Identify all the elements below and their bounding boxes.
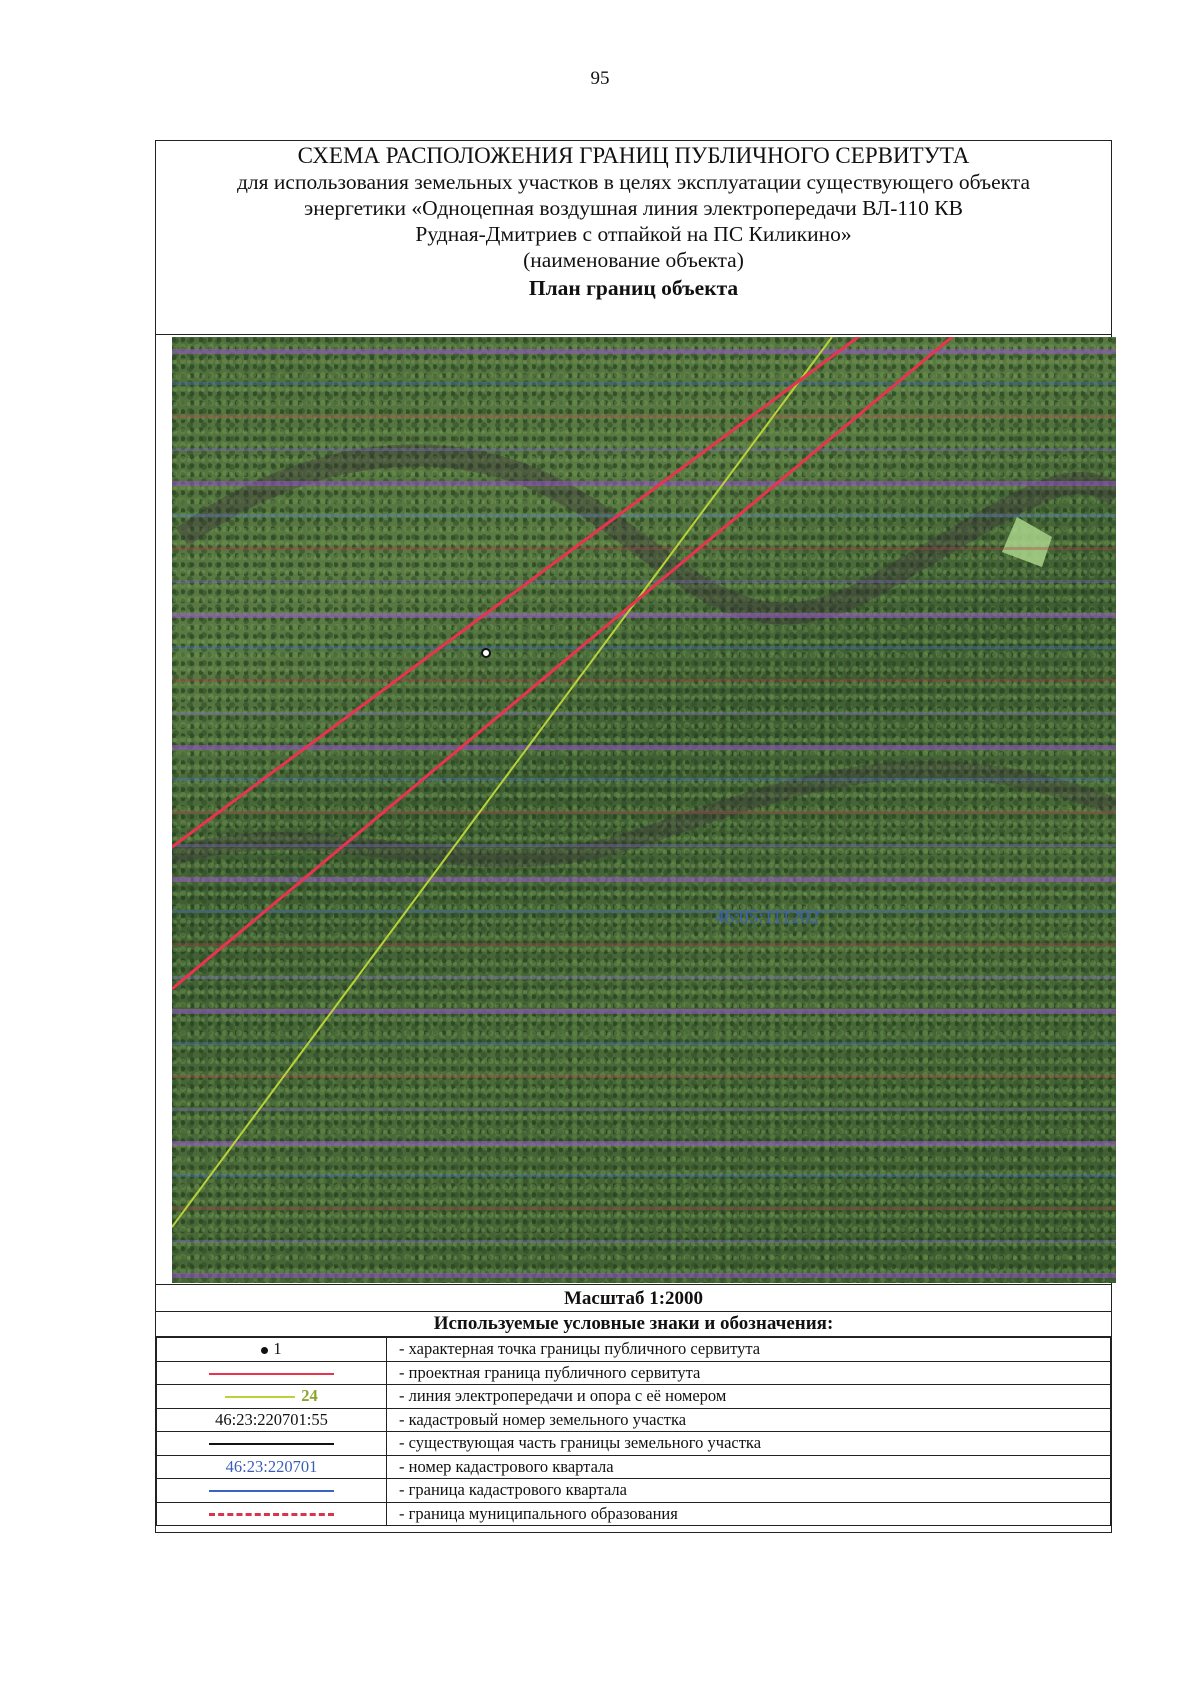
- legend-row: [157, 1502, 1111, 1526]
- map-overlay: [172, 337, 1116, 1283]
- legend-row: [157, 1455, 1111, 1479]
- legend-description: - граница муниципального образования: [387, 1502, 1111, 1526]
- title-block: [156, 141, 1111, 335]
- legend-row: [157, 1385, 1111, 1409]
- map-image: [172, 337, 1116, 1283]
- scan-stripe: [172, 580, 1116, 583]
- scan-stripe: [172, 349, 1116, 354]
- scan-stripe: [172, 745, 1116, 750]
- support-number: 24: [301, 1386, 318, 1406]
- legend-title: Используемые условные знаки и обозначения:: [156, 1311, 1111, 1337]
- scan-stripe: [172, 1042, 1116, 1045]
- legend-description: - кадастровый номер земельного участка: [387, 1408, 1111, 1432]
- legend-symbol-servitude-line: [157, 1361, 387, 1385]
- legend-symbol-quarter-number: 46:23:220701: [157, 1455, 387, 1479]
- legend-symbol-municipal-boundary: [157, 1502, 387, 1526]
- scan-stripe: [172, 646, 1116, 649]
- scan-stripe: [172, 1273, 1116, 1278]
- red-line-icon: [209, 1373, 334, 1375]
- legend-description: - проектная граница публичного сервитута: [387, 1361, 1111, 1385]
- legend-symbol-parcel-boundary: [157, 1432, 387, 1456]
- scan-stripe: [172, 1075, 1116, 1078]
- legend-symbol-power-line: [157, 1385, 387, 1409]
- black-line-icon: [209, 1443, 334, 1445]
- point-dot-icon: [261, 1347, 268, 1354]
- scan-stripe: [172, 1174, 1116, 1177]
- dash-dot-line-icon: [209, 1513, 334, 1516]
- scan-stripe: [172, 613, 1116, 618]
- legend-row: [157, 1338, 1111, 1362]
- scan-stripe: [172, 1009, 1116, 1014]
- title-line-3: энергетики «Одноцепная воздушная линия электропередачи ВЛ-110 КВ: [304, 196, 963, 220]
- legend-description: - характерная точка границы публичного сервитута: [387, 1338, 1111, 1362]
- title-line-1: СХЕМА РАСПОЛОЖЕНИЯ ГРАНИЦ ПУБЛИЧНОГО СЕРВИТУТА: [297, 143, 970, 168]
- title-line-5: (наименование объекта): [523, 248, 744, 272]
- legend-description: - существующая часть границы земельного участка: [387, 1432, 1111, 1456]
- title-line-6: План границ объекта: [528, 276, 739, 300]
- legend-table: [156, 1337, 1111, 1526]
- scan-stripe: [172, 415, 1116, 418]
- scan-stripe: [172, 679, 1116, 682]
- legend-row: [157, 1361, 1111, 1385]
- scan-stripe: [172, 547, 1116, 550]
- scan-stripe: [172, 943, 1116, 946]
- scan-stripe: [172, 976, 1116, 979]
- scale-label: Масштаб 1:2000: [156, 1284, 1111, 1312]
- characteristic-point: [482, 649, 490, 657]
- scan-stripe: [172, 910, 1116, 913]
- scan-stripe: [172, 1141, 1116, 1146]
- cadastral-quarter-label: 46:05:111202: [715, 907, 820, 928]
- legend-symbol-quarter-boundary: [157, 1479, 387, 1503]
- legend-symbol-cadastral-number: 46:23:220701:55: [157, 1408, 387, 1432]
- scan-stripe: [172, 382, 1116, 385]
- legend-symbol-point: [157, 1338, 387, 1362]
- title-line-4: Рудная-Дмитриев с отпайкой на ПС Киликино»: [415, 222, 852, 246]
- legend-row: [157, 1479, 1111, 1503]
- scan-stripe: [172, 1207, 1116, 1210]
- scan-stripe: [172, 1240, 1116, 1243]
- blue-line-icon: [209, 1490, 334, 1492]
- legend-description: - граница кадастрового квартала: [387, 1479, 1111, 1503]
- legend-description: - линия электропередачи и опора с её номером: [387, 1385, 1111, 1409]
- title-line-2: для использования земельных участков в целях эксплуатации существующего объекта: [236, 170, 1031, 194]
- scan-stripe: [172, 844, 1116, 847]
- power-line-icon: [225, 1396, 295, 1398]
- document-frame: [155, 140, 1112, 1533]
- scan-stripe: [172, 811, 1116, 814]
- scan-stripe: [172, 778, 1116, 781]
- scan-stripe: [172, 448, 1116, 451]
- scan-stripe: [172, 712, 1116, 715]
- scan-stripe: [172, 514, 1116, 517]
- scan-stripe: [172, 481, 1116, 486]
- scan-stripe: [172, 1108, 1116, 1111]
- scan-stripe: [172, 877, 1116, 882]
- legend-description: - номер кадастрового квартала: [387, 1455, 1111, 1479]
- page-number: 95: [590, 68, 610, 89]
- legend-row: [157, 1432, 1111, 1456]
- legend-row: [157, 1408, 1111, 1432]
- point-number: 1: [273, 1339, 282, 1359]
